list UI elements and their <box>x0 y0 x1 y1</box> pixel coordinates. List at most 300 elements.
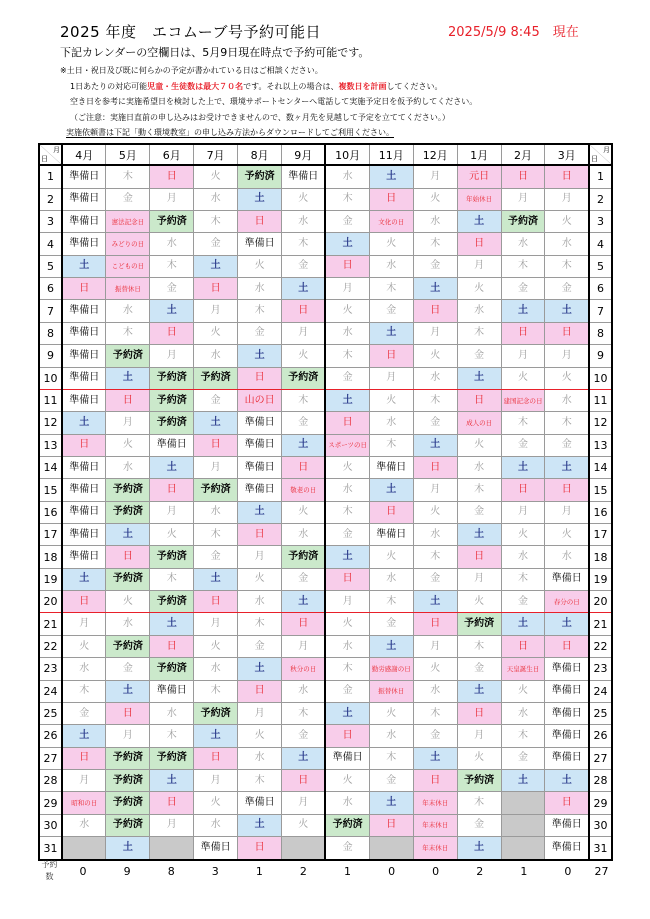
day-cell: 火 <box>282 188 326 210</box>
day-cell: 土 <box>369 479 413 501</box>
month-header: 8月 <box>238 144 282 165</box>
day-cell: 日 <box>413 300 457 322</box>
day-cell: 火 <box>501 524 545 546</box>
day-cell: 月 <box>545 188 589 210</box>
day-cell: 成人の日 <box>457 412 501 434</box>
month-header: 2月 <box>501 144 545 165</box>
day-cell: 月 <box>325 591 369 613</box>
day-cell: 準備日 <box>62 546 106 568</box>
day-cell: 土 <box>150 770 194 792</box>
day-cell: 水 <box>545 233 589 255</box>
month-count: 0 <box>388 864 396 878</box>
day-number: 20 <box>589 591 612 613</box>
day-number: 26 <box>39 725 62 747</box>
day-cell: 水 <box>501 233 545 255</box>
day-cell: 土 <box>369 165 413 188</box>
day-cell: 木 <box>325 501 369 523</box>
day-cell: 土 <box>325 233 369 255</box>
day-number: 3 <box>589 211 612 233</box>
day-cell: 準備日 <box>238 456 282 478</box>
day-cell: 木 <box>457 479 501 501</box>
day-cell: 月 <box>325 278 369 300</box>
day-cell: 月 <box>501 188 545 210</box>
day-number: 4 <box>589 233 612 255</box>
day-cell: 日 <box>369 188 413 210</box>
day-number: 19 <box>39 568 62 590</box>
day-row <box>39 591 612 613</box>
day-cell: 月 <box>150 345 194 367</box>
day-number: 25 <box>39 702 62 724</box>
day-number: 29 <box>589 792 612 814</box>
month-header: 7月 <box>194 144 238 165</box>
day-cell: 日 <box>62 278 106 300</box>
day-cell: 月 <box>282 322 326 344</box>
day-cell: 日 <box>150 635 194 657</box>
day-number: 10 <box>39 367 62 389</box>
day-row <box>39 434 612 456</box>
day-cell: 月 <box>545 345 589 367</box>
month-header: 12月 <box>413 144 457 165</box>
day-cell: 日 <box>457 702 501 724</box>
day-cell: 土 <box>106 367 150 389</box>
day-cell: 土 <box>369 635 413 657</box>
day-cell: 日 <box>369 501 413 523</box>
day-cell: 憲法記念日 <box>106 211 150 233</box>
day-cell: 日 <box>282 456 326 478</box>
day-number: 28 <box>589 770 612 792</box>
day-cell: 水 <box>194 814 238 836</box>
day-row <box>39 546 612 568</box>
day-cell: 日 <box>150 479 194 501</box>
day-number: 24 <box>589 680 612 702</box>
month-header: 9月 <box>282 144 326 165</box>
day-cell: 金 <box>282 412 326 434</box>
day-cell: 日 <box>325 255 369 277</box>
day-cell: 金 <box>238 322 282 344</box>
day-number: 20 <box>39 591 62 613</box>
day-cell: 水 <box>150 233 194 255</box>
day-cell: 水 <box>282 680 326 702</box>
day-row <box>39 389 612 411</box>
day-cell: 金 <box>501 434 545 456</box>
day-number: 28 <box>39 770 62 792</box>
calendar-table <box>38 143 613 861</box>
day-cell: 金 <box>282 725 326 747</box>
day-cell: 火 <box>413 188 457 210</box>
day-cell: 年始休日 <box>457 188 501 210</box>
day-cell: 火 <box>457 591 501 613</box>
day-cell: 火 <box>457 434 501 456</box>
day-cell: 土 <box>282 591 326 613</box>
day-cell: 月 <box>369 367 413 389</box>
day-cell: 水 <box>325 165 369 188</box>
day-cell: 火 <box>369 389 413 411</box>
day-cell: 金 <box>325 524 369 546</box>
day-cell: 予約済 <box>194 367 238 389</box>
day-cell: 水 <box>457 300 501 322</box>
day-cell: 水 <box>501 702 545 724</box>
day-cell: 予約済 <box>282 546 326 568</box>
day-cell: 水 <box>369 412 413 434</box>
day-cell: 日 <box>282 770 326 792</box>
reservation-count-row <box>38 856 613 886</box>
day-cell: 月 <box>238 546 282 568</box>
day-cell: 土 <box>369 322 413 344</box>
day-cell: 金 <box>325 211 369 233</box>
month-header: 1月 <box>457 144 501 165</box>
day-cell: 火 <box>194 322 238 344</box>
day-cell: 準備日 <box>545 814 589 836</box>
day-number: 11 <box>589 389 612 411</box>
day-cell: 日 <box>194 278 238 300</box>
day-row <box>39 165 612 188</box>
day-cell: 土 <box>194 725 238 747</box>
day-cell: 木 <box>62 680 106 702</box>
day-cell: 火 <box>457 747 501 769</box>
note-text: です。それ以上の場合は、 <box>243 81 339 91</box>
day-row <box>39 725 612 747</box>
month-header: 3月 <box>545 144 589 165</box>
day-cell: 月 <box>413 322 457 344</box>
day-cell: 木 <box>282 233 326 255</box>
day-cell: 水 <box>325 635 369 657</box>
day-cell: 火 <box>106 434 150 456</box>
day-number: 27 <box>39 747 62 769</box>
day-cell: 土 <box>194 412 238 434</box>
day-cell: 予約済 <box>150 747 194 769</box>
day-cell: 木 <box>325 345 369 367</box>
day-cell: 金 <box>413 568 457 590</box>
day-cell: 準備日 <box>545 837 589 860</box>
note-line: ※土日・祝日及び既に何らかの予定が書かれている日はご相談ください。 <box>60 66 323 75</box>
day-cell: 木 <box>238 770 282 792</box>
day-cell: 年末休日 <box>413 837 457 860</box>
day-number: 9 <box>589 345 612 367</box>
day-cell: 金 <box>369 770 413 792</box>
day-cell: 建国記念の日 <box>501 389 545 411</box>
notes-block <box>60 63 477 141</box>
day-cell: 木 <box>413 389 457 411</box>
day-cell: 予約済 <box>150 367 194 389</box>
day-cell: 敬老の日 <box>282 479 326 501</box>
corner-header <box>589 144 612 165</box>
day-cell: 木 <box>282 389 326 411</box>
day-cell: 日 <box>62 434 106 456</box>
day-cell: 日 <box>413 613 457 635</box>
day-cell: 水 <box>194 658 238 680</box>
day-cell: 日 <box>413 456 457 478</box>
day-cell: 土 <box>413 278 457 300</box>
day-cell: 水 <box>545 546 589 568</box>
day-cell: 火 <box>369 233 413 255</box>
note-line-capacity <box>60 79 477 95</box>
day-cell: 火 <box>238 568 282 590</box>
day-cell: 土 <box>62 725 106 747</box>
day-cell: 土 <box>150 300 194 322</box>
day-cell: 予約済 <box>150 211 194 233</box>
day-cell: 日 <box>106 546 150 568</box>
day-cell: 土 <box>325 546 369 568</box>
note-line: （ご注意：実施日直前の申し込みはお受けできませんので、数ヶ月先を見越して予定を立ててください。） <box>70 112 450 122</box>
day-cell: 火 <box>194 792 238 814</box>
day-cell: 木 <box>369 591 413 613</box>
day-cell: 木 <box>325 658 369 680</box>
day-cell: 木 <box>413 233 457 255</box>
day-row <box>39 412 612 434</box>
day-cell: 日 <box>106 702 150 724</box>
day-cell: 日 <box>194 591 238 613</box>
day-cell: 火 <box>194 635 238 657</box>
month-header: 6月 <box>150 144 194 165</box>
day-cell: 水 <box>150 702 194 724</box>
day-cell: 予約済 <box>325 814 369 836</box>
day-cell: 昭和の日 <box>62 792 106 814</box>
day-cell: 月 <box>106 725 150 747</box>
day-number: 22 <box>39 635 62 657</box>
month-count: 8 <box>167 864 175 878</box>
day-cell: 土 <box>501 770 545 792</box>
day-number: 12 <box>39 412 62 434</box>
note-line: 空き日を参考に実施希望日を検討した上で、環境サポートセンターへ電話して実施予定日を仮予約してください。 <box>70 97 478 107</box>
day-cell: 月 <box>282 792 326 814</box>
day-cell: 準備日 <box>194 837 238 860</box>
day-cell: 水 <box>325 322 369 344</box>
day-row <box>39 658 612 680</box>
month-count: 2 <box>476 864 484 878</box>
day-cell: 火 <box>238 255 282 277</box>
day-cell: 日 <box>501 479 545 501</box>
day-cell: 準備日 <box>62 389 106 411</box>
day-cell: 準備日 <box>545 680 589 702</box>
day-cell: 金 <box>413 725 457 747</box>
day-cell: 年末休日 <box>413 814 457 836</box>
page-title: 2025 年度 エコムーブ号予約可能日 <box>60 23 321 41</box>
day-row <box>39 501 612 523</box>
day-cell: 日 <box>413 770 457 792</box>
day-cell: 火 <box>282 501 326 523</box>
day-cell: 準備日 <box>238 233 282 255</box>
day-cell: 準備日 <box>62 300 106 322</box>
day-number: 12 <box>589 412 612 434</box>
day-cell: 水 <box>62 658 106 680</box>
day-cell: 準備日 <box>62 165 106 188</box>
day-cell: 準備日 <box>369 524 413 546</box>
day-cell: 日 <box>545 165 589 188</box>
day-cell: 月 <box>282 635 326 657</box>
day-cell: 予約済 <box>106 345 150 367</box>
day-cell: 土 <box>413 434 457 456</box>
day-number: 21 <box>589 613 612 635</box>
day-row <box>39 792 612 814</box>
day-cell: 水 <box>282 524 326 546</box>
day-number: 1 <box>39 165 62 188</box>
day-cell: 木 <box>325 188 369 210</box>
day-cell: 月 <box>62 613 106 635</box>
day-cell: 準備日 <box>62 367 106 389</box>
day-cell: 水 <box>106 456 150 478</box>
day-cell: 木 <box>413 702 457 724</box>
corner-header <box>39 144 62 165</box>
day-cell: 土 <box>501 300 545 322</box>
day-cell: 予約済 <box>150 546 194 568</box>
day-cell: 水 <box>194 501 238 523</box>
day-cell: 日 <box>62 747 106 769</box>
day-cell: 水 <box>325 479 369 501</box>
day-cell: 予約済 <box>106 568 150 590</box>
day-cell: 土 <box>282 747 326 769</box>
month-count: 0 <box>79 864 87 878</box>
day-cell: 土 <box>62 255 106 277</box>
day-cell: 火 <box>325 456 369 478</box>
day-cell: 天皇誕生日 <box>501 658 545 680</box>
month-header: 5月 <box>106 144 150 165</box>
month-count: 2 <box>299 864 307 878</box>
day-cell: 木 <box>194 211 238 233</box>
month-header-row <box>39 144 612 165</box>
day-cell: 日 <box>238 680 282 702</box>
corner-month-label: 月 <box>53 146 60 154</box>
day-cell: 予約済 <box>457 613 501 635</box>
day-row <box>39 479 612 501</box>
day-row <box>39 345 612 367</box>
day-cell: 月 <box>150 814 194 836</box>
day-cell: 準備日 <box>62 501 106 523</box>
day-cell: 日 <box>457 233 501 255</box>
day-cell: 火 <box>194 165 238 188</box>
day-cell: 予約済 <box>457 770 501 792</box>
day-cell: 火 <box>501 680 545 702</box>
day-cell: 日 <box>282 613 326 635</box>
day-cell: 金 <box>413 412 457 434</box>
day-cell: 予約済 <box>150 591 194 613</box>
day-cell: 水 <box>413 211 457 233</box>
day-cell: 土 <box>545 456 589 478</box>
day-cell: 土 <box>194 568 238 590</box>
month-count: 0 <box>432 864 440 878</box>
day-number: 23 <box>589 658 612 680</box>
day-cell: 土 <box>545 770 589 792</box>
day-cell: 火 <box>545 524 589 546</box>
day-row <box>39 568 612 590</box>
day-cell: 月 <box>501 345 545 367</box>
day-number: 13 <box>39 434 62 456</box>
day-number: 3 <box>39 211 62 233</box>
day-cell: 金 <box>62 702 106 724</box>
day-number: 2 <box>39 188 62 210</box>
day-cell: 月 <box>501 501 545 523</box>
corner-month-label: 月 <box>603 146 610 154</box>
day-cell: 月 <box>457 255 501 277</box>
day-cell: 水 <box>62 814 106 836</box>
day-cell: 秋分の日 <box>282 658 326 680</box>
day-cell: 火 <box>457 278 501 300</box>
day-number: 9 <box>39 345 62 367</box>
day-cell: 準備日 <box>238 479 282 501</box>
day-cell: 火 <box>106 591 150 613</box>
day-cell: こどもの日 <box>106 255 150 277</box>
day-number: 31 <box>589 837 612 860</box>
day-cell: 水 <box>238 747 282 769</box>
day-cell: 金 <box>194 233 238 255</box>
day-cell: 日 <box>545 322 589 344</box>
day-cell: 月 <box>457 568 501 590</box>
day-cell: 日 <box>238 211 282 233</box>
day-cell: 火 <box>325 613 369 635</box>
day-cell: 土 <box>457 367 501 389</box>
day-cell: 金 <box>457 345 501 367</box>
day-cell: 水 <box>457 456 501 478</box>
day-row <box>39 680 612 702</box>
day-cell: 火 <box>282 345 326 367</box>
day-cell: 月 <box>413 479 457 501</box>
day-cell: 土 <box>238 814 282 836</box>
day-cell: 木 <box>106 165 150 188</box>
day-number: 5 <box>589 255 612 277</box>
day-number: 2 <box>589 188 612 210</box>
day-cell: 火 <box>545 367 589 389</box>
day-cell <box>501 814 545 836</box>
day-cell: 土 <box>325 389 369 411</box>
day-cell: 金 <box>413 255 457 277</box>
day-cell: 火 <box>238 725 282 747</box>
day-cell: 木 <box>501 725 545 747</box>
day-number: 15 <box>589 479 612 501</box>
day-cell: 準備日 <box>62 479 106 501</box>
day-number: 17 <box>39 524 62 546</box>
day-cell: 土 <box>282 278 326 300</box>
day-cell: 土 <box>457 837 501 860</box>
day-cell: 土 <box>150 613 194 635</box>
day-cell: 日 <box>501 322 545 344</box>
day-row <box>39 702 612 724</box>
day-row <box>39 322 612 344</box>
day-number: 6 <box>39 278 62 300</box>
day-cell: 木 <box>413 546 457 568</box>
day-cell: 月 <box>62 770 106 792</box>
day-cell: 水 <box>413 524 457 546</box>
day-cell: 予約済 <box>282 367 326 389</box>
day-cell: 木 <box>545 255 589 277</box>
month-header: 10月 <box>325 144 369 165</box>
day-row <box>39 367 612 389</box>
day-cell: 水 <box>369 725 413 747</box>
day-cell: 土 <box>457 680 501 702</box>
day-cell: 日 <box>325 568 369 590</box>
day-cell: 木 <box>194 524 238 546</box>
day-row <box>39 524 612 546</box>
day-number: 5 <box>39 255 62 277</box>
day-row <box>39 635 612 657</box>
day-cell: 木 <box>369 747 413 769</box>
day-cell: 火 <box>413 345 457 367</box>
day-number: 10 <box>589 367 612 389</box>
day-cell: 水 <box>545 389 589 411</box>
day-cell: 日 <box>194 747 238 769</box>
month-count: 3 <box>211 864 219 878</box>
day-cell: 予約済 <box>194 702 238 724</box>
day-cell: 金 <box>150 278 194 300</box>
day-cell: 月 <box>194 456 238 478</box>
day-cell: 金 <box>325 837 369 860</box>
day-row <box>39 814 612 836</box>
day-row <box>39 770 612 792</box>
day-row <box>39 300 612 322</box>
day-cell: 金 <box>457 814 501 836</box>
day-number: 29 <box>39 792 62 814</box>
day-number: 17 <box>589 524 612 546</box>
day-number: 8 <box>39 322 62 344</box>
day-cell: 土 <box>413 591 457 613</box>
